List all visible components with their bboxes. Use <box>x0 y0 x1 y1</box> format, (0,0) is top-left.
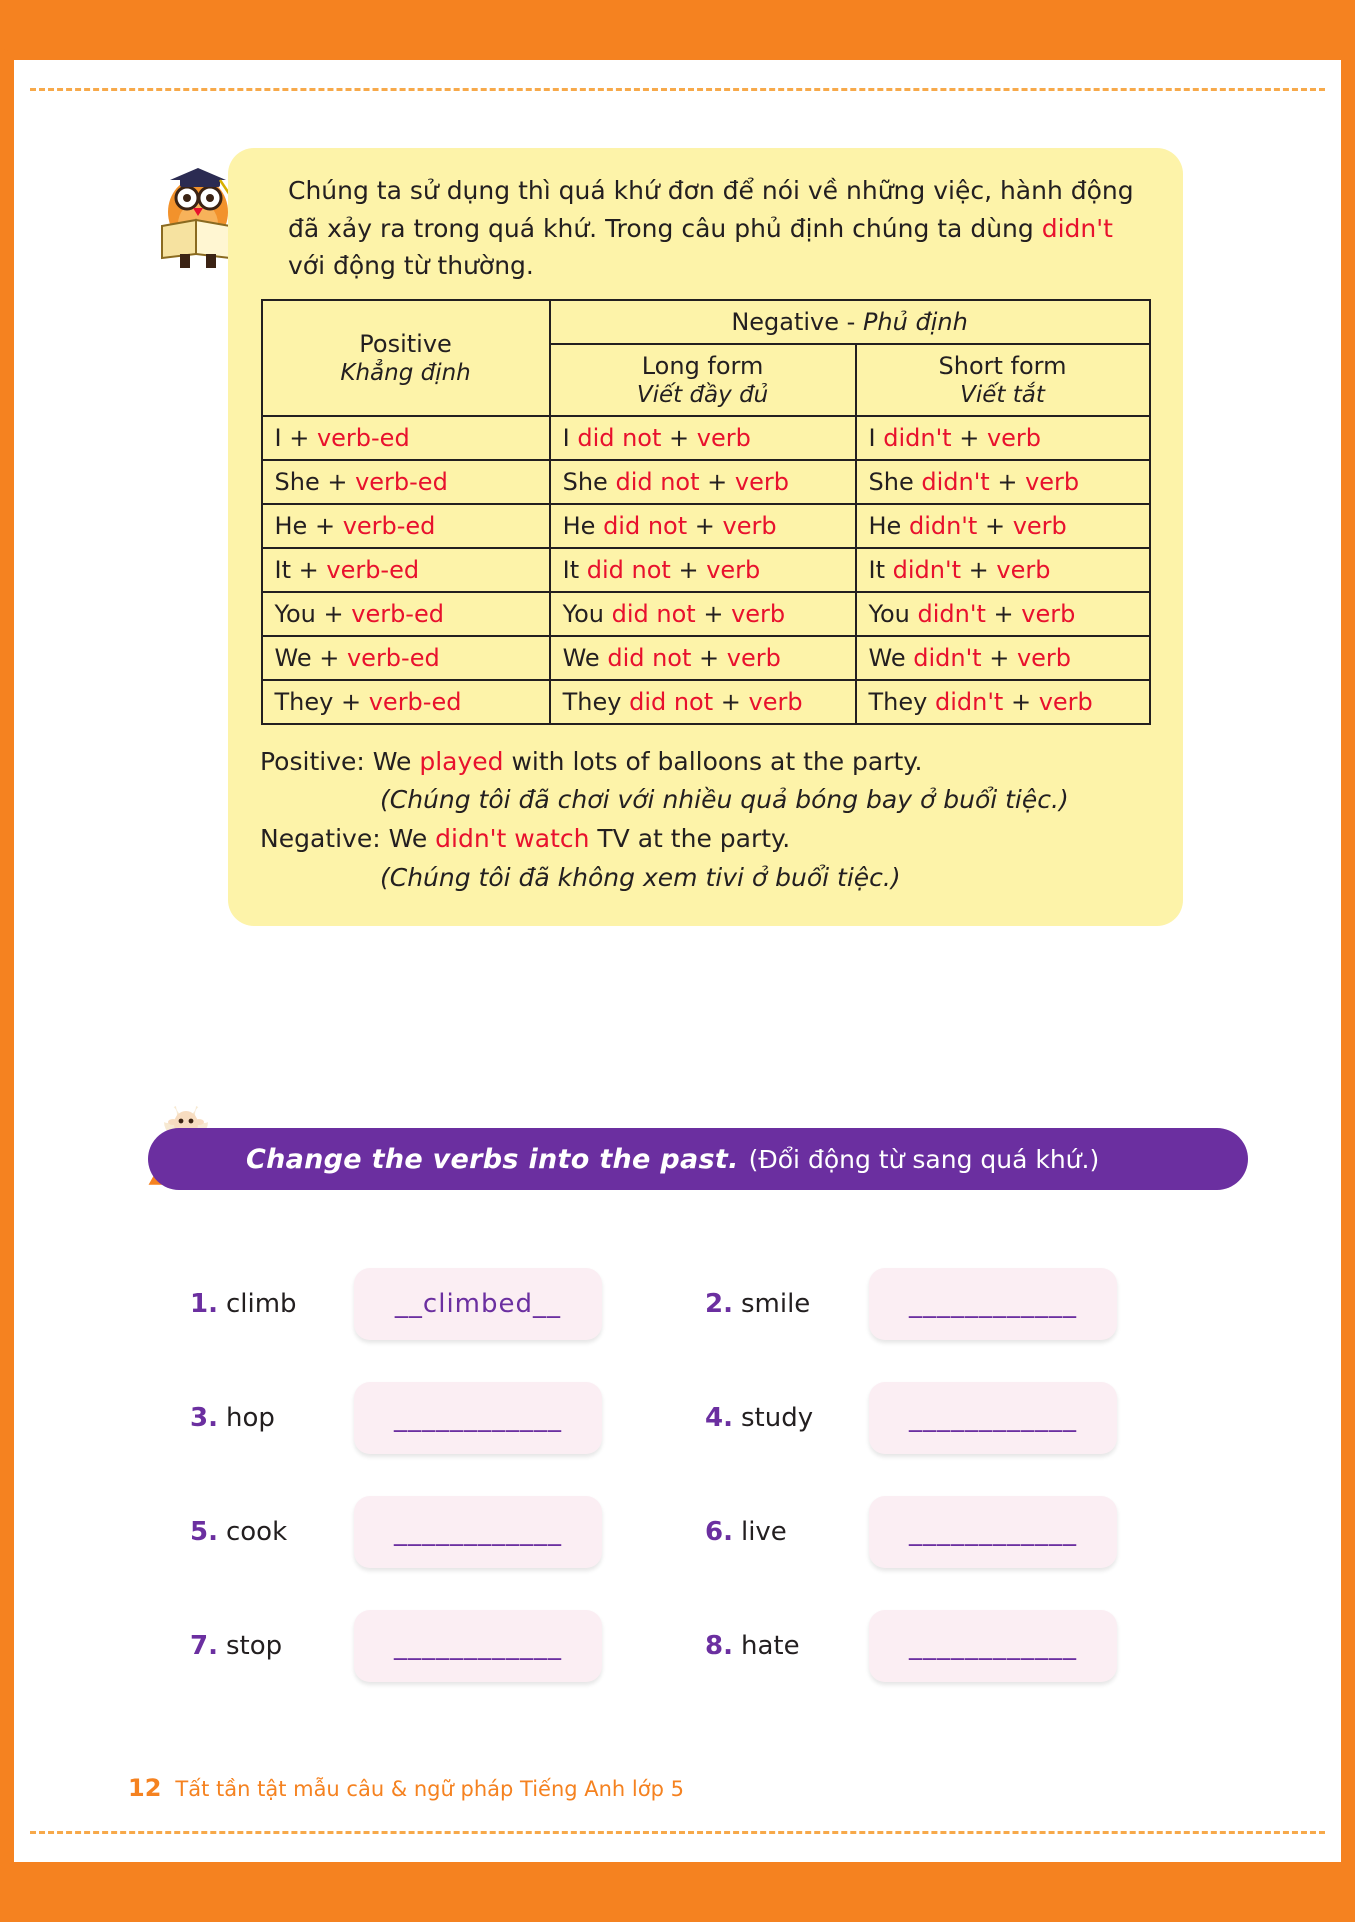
exercise-item-number: 3. <box>190 1403 218 1433</box>
example-positive-highlight: played <box>419 746 504 776</box>
exercise-row <box>190 1610 1220 1682</box>
book-title: Tất tần tật mẫu câu & ngữ pháp Tiếng Anh lớp 5 <box>175 1777 684 1801</box>
cell-negative-long: You did not + verb <box>550 592 856 636</box>
cell-negative-short: She didn't + verb <box>856 460 1150 504</box>
answer-input[interactable]: ____________ <box>869 1496 1117 1568</box>
cell-positive: You + verb-ed <box>262 592 550 636</box>
answer-input[interactable]: ____________ <box>869 1382 1117 1454</box>
table-row <box>262 548 1150 592</box>
page-border-left <box>0 60 14 1862</box>
answer-input[interactable]: ____________ <box>869 1610 1117 1682</box>
example-negative <box>260 820 1153 859</box>
exercise-item-number: 2. <box>705 1289 733 1319</box>
exercise-item-word: study <box>740 1403 814 1433</box>
header-long-form <box>550 344 856 416</box>
answer-input[interactable]: ____________ <box>354 1496 602 1568</box>
page-border-bottom <box>0 1862 1355 1922</box>
table-header-row-1 <box>262 300 1150 344</box>
exercise-item-word: live <box>740 1517 787 1547</box>
example-positive <box>260 743 1153 782</box>
theory-intro-highlight: didn't <box>1041 213 1113 243</box>
exercise-row <box>190 1268 1220 1340</box>
examples-block <box>260 743 1153 898</box>
footer <box>128 1774 684 1802</box>
answer-input[interactable]: ____________ <box>869 1268 1117 1340</box>
cell-negative-long: She did not + verb <box>550 460 856 504</box>
example-negative-rest: TV at the party. <box>589 824 791 853</box>
wave-bottom-icon <box>0 1844 1355 1880</box>
exercise-item-word: cook <box>225 1517 288 1547</box>
table-row <box>262 460 1150 504</box>
exercise-item-number: 8. <box>705 1631 733 1661</box>
example-positive-rest: with lots of balloons at the party. <box>503 746 923 776</box>
example-negative-highlight: didn't watch <box>435 824 590 853</box>
theory-intro-part2: với động từ thường. <box>288 251 534 280</box>
cell-negative-short: He didn't + verb <box>856 504 1150 548</box>
cell-negative-short: It didn't + verb <box>856 548 1150 592</box>
exercise-banner <box>148 1128 1248 1190</box>
grammar-table <box>261 299 1151 725</box>
header-short-form <box>856 344 1150 416</box>
page-number: 12 <box>128 1774 162 1802</box>
exercise-title: Change the verbs into the past. <box>246 1143 739 1175</box>
exercise-subtitle: (Đổi động từ sang quá khứ.) <box>748 1144 1100 1174</box>
exercise-item-word: climb <box>225 1289 297 1319</box>
cell-negative-short: We didn't + verb <box>856 636 1150 680</box>
exercise-item-word: stop <box>225 1631 283 1661</box>
exercise-item <box>705 1496 1220 1568</box>
answer-input[interactable]: ____________ <box>354 1382 602 1454</box>
exercise-grid <box>190 1268 1220 1724</box>
cell-negative-long: I did not + verb <box>550 416 856 460</box>
page-border-top <box>0 0 1355 60</box>
header-negative <box>550 300 1150 344</box>
cell-negative-long: He did not + verb <box>550 504 856 548</box>
exercise-item <box>190 1496 705 1568</box>
cell-positive: We + verb-ed <box>262 636 550 680</box>
header-positive <box>262 300 550 416</box>
dashed-divider-bottom <box>30 1831 1325 1834</box>
theory-box <box>228 148 1183 926</box>
exercise-item-number: 6. <box>705 1517 733 1547</box>
header-negative-en: Negative - <box>731 307 863 336</box>
example-negative-translation: (Chúng tôi đã không xem tivi ở buổi tiệc.) <box>380 862 901 892</box>
cell-positive: She + verb-ed <box>262 460 550 504</box>
answer-input[interactable]: __climbed__ <box>354 1268 602 1340</box>
exercise-item <box>705 1382 1220 1454</box>
header-positive-en: Positive <box>359 329 452 358</box>
cell-negative-short: They didn't + verb <box>856 680 1150 724</box>
exercise-item <box>705 1610 1220 1682</box>
example-positive-label: Positive: We <box>260 746 420 776</box>
exercise-row <box>190 1382 1220 1454</box>
exercise-item <box>190 1268 705 1340</box>
example-positive-translation: (Chúng tôi đã chơi với nhiều quả bóng bay ở buổi tiệc.) <box>380 785 1069 815</box>
table-row <box>262 592 1150 636</box>
cell-negative-short: I didn't + verb <box>856 416 1150 460</box>
cell-positive: It + verb-ed <box>262 548 550 592</box>
exercise-item-word: smile <box>740 1289 811 1319</box>
exercise-item-word: hate <box>740 1631 800 1661</box>
header-long-form-vn: Viết đầy đủ <box>636 381 769 408</box>
page-border-right <box>1341 60 1355 1862</box>
theory-intro-part1: Chúng ta sử dụng thì quá khứ đơn để nói về những việc, hành động đã xảy ra trong quá khứ. Trong câu phủ định chúng ta dùng <box>288 176 1134 243</box>
cell-negative-short: You didn't + verb <box>856 592 1150 636</box>
exercise-item-number: 1. <box>190 1289 218 1319</box>
wave-top-icon <box>0 42 1355 78</box>
exercise-item-number: 7. <box>190 1631 218 1661</box>
exercise-item <box>190 1382 705 1454</box>
cell-negative-long: We did not + verb <box>550 636 856 680</box>
theory-intro-text <box>288 172 1153 285</box>
exercise-item <box>190 1610 705 1682</box>
exercise-item-number: 5. <box>190 1517 218 1547</box>
cell-positive: He + verb-ed <box>262 504 550 548</box>
exercise-row <box>190 1496 1220 1568</box>
table-row <box>262 680 1150 724</box>
table-row <box>262 416 1150 460</box>
cell-positive: I + verb-ed <box>262 416 550 460</box>
table-row <box>262 504 1150 548</box>
cell-negative-long: It did not + verb <box>550 548 856 592</box>
table-row <box>262 636 1150 680</box>
answer-input[interactable]: ____________ <box>354 1610 602 1682</box>
exercise-item-number: 4. <box>705 1403 733 1433</box>
header-short-form-vn: Viết tắt <box>960 381 1045 408</box>
cell-positive: They + verb-ed <box>262 680 550 724</box>
header-negative-vn: Phủ định <box>862 307 968 336</box>
header-long-form-en: Long form <box>641 351 764 380</box>
header-short-form-en: Short form <box>938 351 1067 380</box>
header-positive-vn: Khẳng định <box>340 359 471 386</box>
dashed-divider-top <box>30 88 1325 91</box>
exercise-item <box>705 1268 1220 1340</box>
example-negative-label: Negative: We <box>260 824 436 853</box>
exercise-item-word: hop <box>225 1403 275 1433</box>
cell-negative-long: They did not + verb <box>550 680 856 724</box>
